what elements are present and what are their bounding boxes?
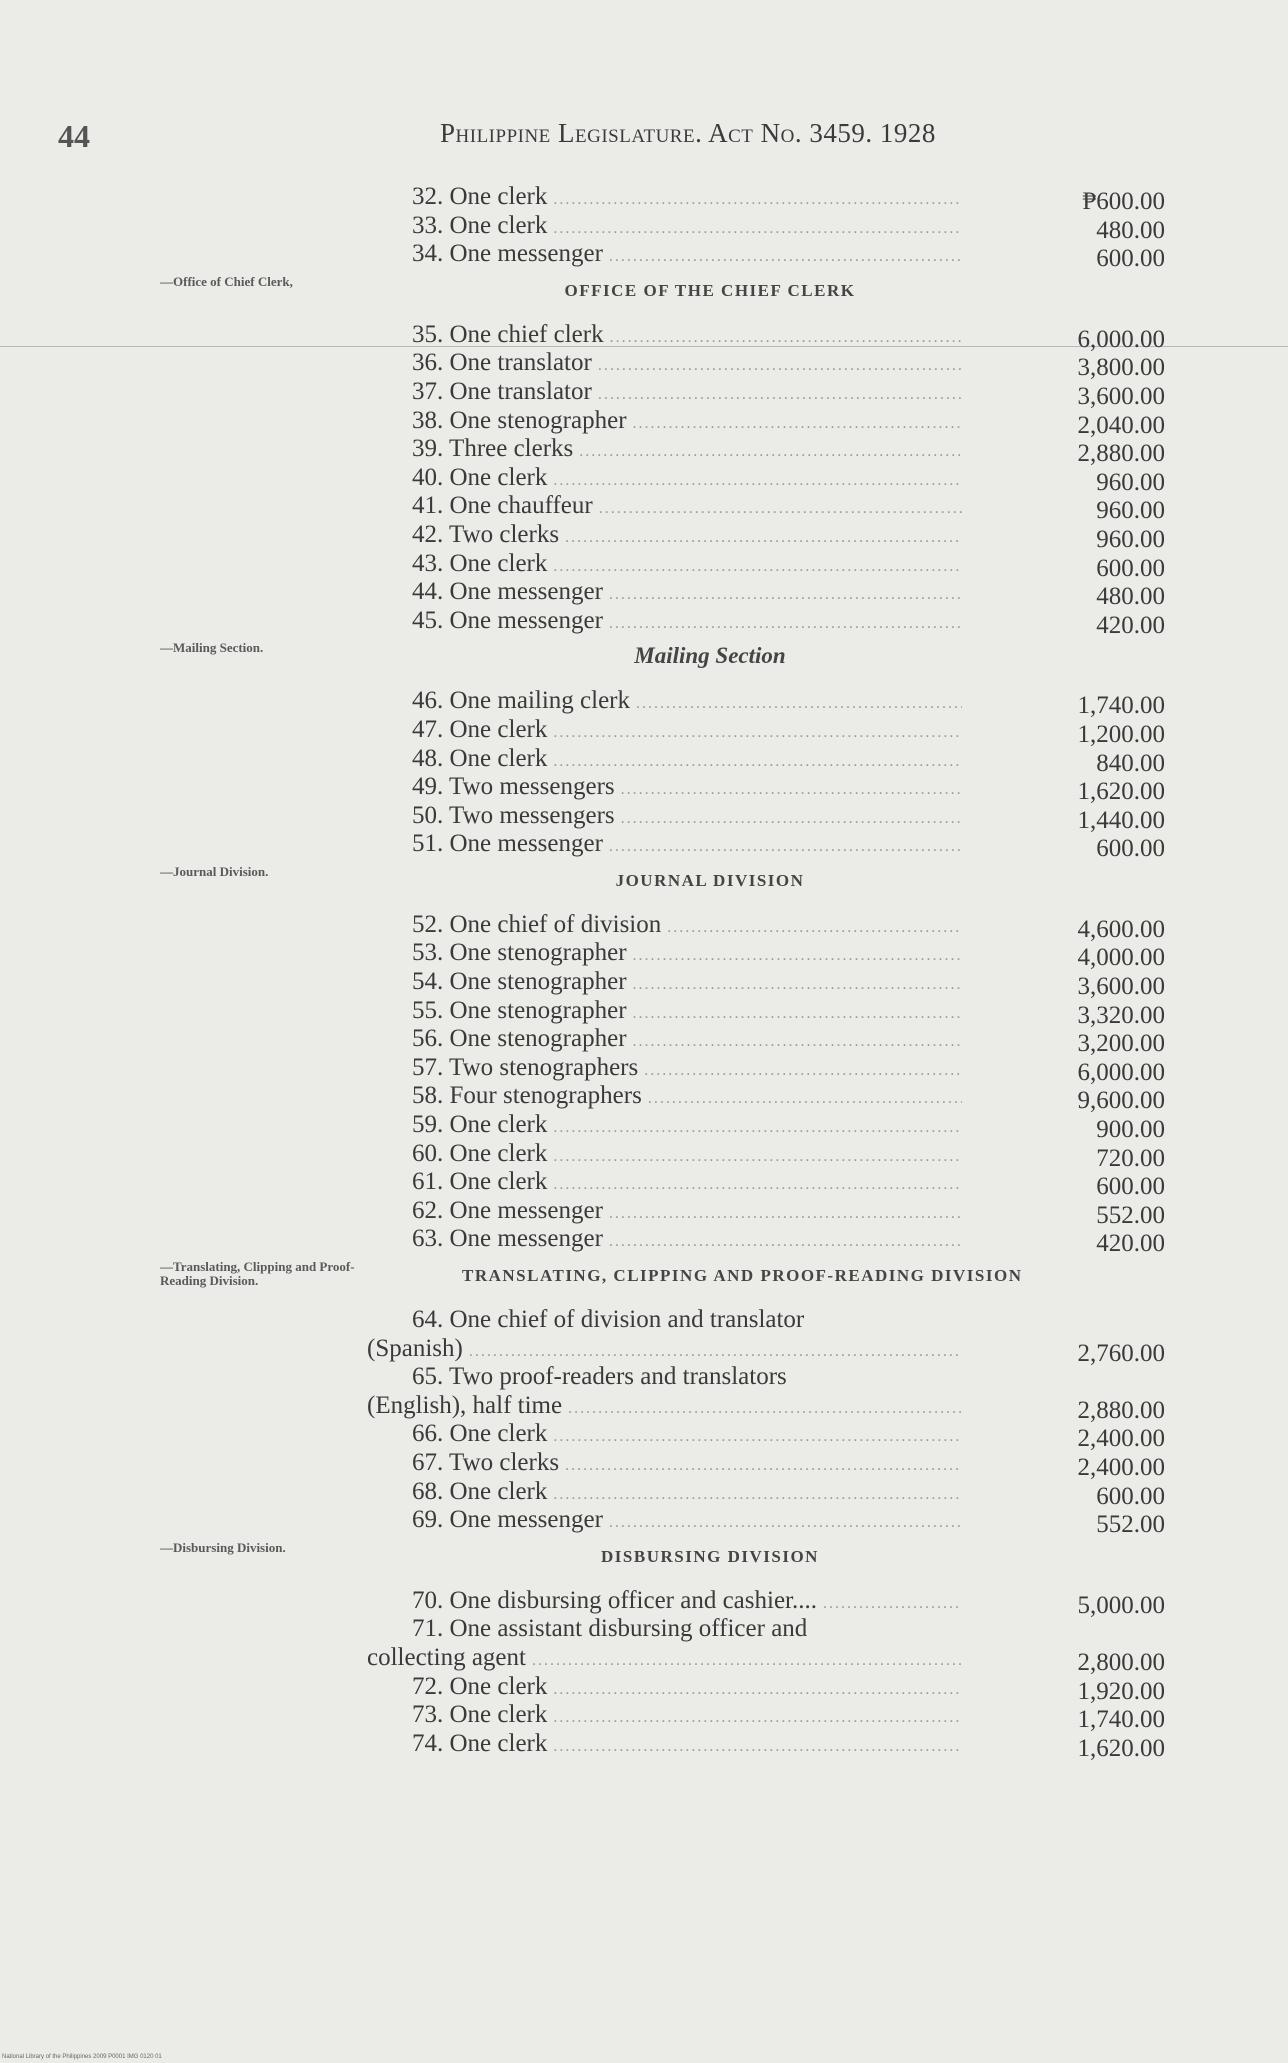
item-description: 69. One messenger: [412, 1506, 603, 1534]
item-description: 32. One clerk: [412, 183, 548, 210]
item-description: 52. One chief of division: [412, 910, 662, 938]
line-item: [0, 715, 1288, 748]
line-item-multiline: [0, 1306, 1288, 1367]
line-item-multiline: [0, 1615, 1288, 1677]
item-amount: 4,600.00: [1077, 915, 1165, 943]
item-description-line1: 64. One chief of division and translator: [412, 1306, 805, 1333]
dot-leader: [553, 1738, 962, 1756]
dot-leader: [609, 1514, 962, 1532]
item-description: 54. One stenographer: [412, 968, 627, 996]
dot-leader: [609, 586, 962, 604]
line-item: [0, 578, 1288, 611]
item-description: 40. One clerk: [412, 463, 548, 491]
item-amount: 1,920.00: [1077, 1677, 1165, 1705]
item-amount: 3,200.00: [1077, 1030, 1165, 1058]
running-head: Philippine Legislature. Act No. 3459. 1928: [440, 118, 936, 148]
section-heading: [0, 1254, 1288, 1306]
item-description: 53. One stenographer: [412, 939, 627, 967]
item-description: 48. One clerk: [412, 744, 548, 772]
line-item: [0, 996, 1288, 1029]
item-amount: 1,740.00: [1077, 692, 1165, 720]
line-item: [0, 1196, 1288, 1229]
item-description: 45. One messenger: [412, 606, 603, 634]
dot-leader: [532, 1647, 962, 1676]
line-item: [0, 606, 1288, 639]
line-item: [0, 377, 1288, 410]
item-description: 59. One clerk: [412, 1111, 548, 1139]
dot-leader: [609, 615, 962, 633]
line-item: [0, 240, 1288, 273]
item-amount: 420.00: [1096, 611, 1165, 639]
line-item: [0, 549, 1288, 582]
line-item: [0, 1477, 1288, 1510]
item-amount: 840.00: [1096, 749, 1165, 777]
line-item: [0, 520, 1288, 553]
margin-note: —Translating, Clipping and Proof-Reading Division.: [160, 1259, 355, 1288]
line-item: [0, 320, 1288, 353]
item-amount: 9,600.00: [1077, 1087, 1165, 1115]
item-description: 41. One chauffeur: [412, 492, 593, 520]
dot-leader: [553, 191, 962, 209]
item-amount: 3,600.00: [1077, 973, 1165, 1001]
item-description: 60. One clerk: [412, 1139, 548, 1167]
item-description: 61. One clerk: [412, 1168, 548, 1196]
dot-leader: [553, 724, 962, 742]
item-description-line2: collecting agent: [367, 1643, 526, 1671]
line-item: [0, 939, 1288, 972]
scan-footer: National Library of the Philippines 2009 P0001 IMG 0120 01: [2, 2054, 162, 2060]
item-amount: 6,000.00: [1077, 1058, 1165, 1086]
page-number: 44: [58, 118, 90, 154]
section-heading: [0, 859, 1288, 911]
item-amount: 5,000.00: [1077, 1591, 1165, 1619]
item-description: 58. Four stenographers: [412, 1082, 642, 1110]
item-description: 49. Two messengers: [412, 773, 615, 801]
margin-note: —Mailing Section.: [160, 640, 264, 656]
line-item: [0, 1225, 1288, 1258]
dot-leader: [648, 1090, 962, 1108]
item-amount: 480.00: [1096, 216, 1165, 244]
line-item: [0, 1053, 1288, 1086]
item-amount: 600.00: [1096, 554, 1165, 582]
item-amount: 2,800.00: [1077, 1649, 1165, 1677]
line-item: [0, 1025, 1288, 1058]
item-amount: 4,000.00: [1077, 944, 1165, 972]
item-description: 33. One clerk: [412, 211, 548, 239]
item-description: 68. One clerk: [412, 1477, 548, 1505]
dot-leader: [599, 500, 962, 518]
dot-leader: [609, 1233, 962, 1251]
dot-leader: [553, 1486, 962, 1504]
item-description: 57. Two stenographers: [412, 1053, 639, 1081]
dot-leader: [553, 1148, 962, 1166]
item-description-line1: 65. Two proof-readers and translators: [412, 1363, 787, 1391]
line-item: [0, 463, 1288, 496]
line-item: [0, 406, 1288, 439]
item-description: 67. Two clerks: [412, 1448, 560, 1476]
dot-leader: [553, 558, 962, 576]
item-amount: 1,200.00: [1077, 720, 1165, 748]
item-description: 36. One translator: [412, 349, 592, 377]
item-description-line2: (Spanish): [367, 1334, 463, 1362]
dot-leader: [633, 947, 962, 965]
dot-leader: [621, 781, 962, 799]
item-amount: 960.00: [1096, 525, 1165, 553]
item-description: 47. One clerk: [412, 715, 548, 743]
line-item: [0, 1168, 1288, 1201]
line-item: [0, 1729, 1288, 1762]
item-description: 56. One stenographer: [412, 1025, 627, 1053]
item-amount: 480.00: [1096, 583, 1165, 611]
line-item: [0, 1139, 1288, 1172]
item-amount: 3,800.00: [1077, 354, 1165, 382]
item-description: 35. One chief clerk: [412, 320, 604, 348]
line-item: [0, 492, 1288, 525]
dot-leader: [598, 386, 962, 404]
dot-leader: [609, 838, 962, 856]
item-description: 50. Two messengers: [412, 801, 615, 829]
line-item: [0, 687, 1288, 720]
dot-leader: [633, 976, 962, 994]
line-item: [0, 830, 1288, 863]
item-amount: 3,320.00: [1077, 1001, 1165, 1029]
item-description: 39. Three clerks: [412, 435, 574, 463]
item-amount: 552.00: [1096, 1511, 1165, 1539]
line-item: [0, 1448, 1288, 1481]
section-heading: [0, 269, 1288, 321]
dot-leader: [469, 1338, 962, 1367]
dot-leader: [553, 472, 962, 490]
line-item: [0, 183, 1288, 215]
item-amount: 420.00: [1096, 1230, 1165, 1258]
dot-leader: [621, 810, 962, 828]
item-description: 74. One clerk: [412, 1729, 548, 1757]
item-amount: 600.00: [1096, 1173, 1165, 1201]
margin-note: —Journal Division.: [160, 863, 269, 879]
item-description: 72. One clerk: [412, 1672, 548, 1700]
item-amount: 1,620.00: [1077, 778, 1165, 806]
dot-leader: [667, 919, 962, 937]
line-item: [0, 211, 1288, 244]
dot-leader: [610, 329, 962, 347]
dot-leader: [633, 1005, 962, 1023]
dot-leader: [553, 1176, 962, 1194]
line-item: [0, 1506, 1288, 1539]
dot-leader: [579, 443, 962, 461]
item-description: 70. One disbursing officer and cashier....: [412, 1586, 817, 1614]
dot-leader: [553, 1709, 962, 1727]
item-description: 62. One messenger: [412, 1196, 603, 1224]
item-description: 42. Two clerks: [412, 520, 560, 548]
line-item: [0, 910, 1288, 943]
dot-leader: [553, 1681, 962, 1699]
dot-leader: [565, 529, 962, 547]
line-item: [0, 801, 1288, 834]
item-amount: 2,760.00: [1077, 1340, 1165, 1367]
item-amount: 600.00: [1096, 835, 1165, 863]
margin-note: —Disbursing Division.: [160, 1539, 286, 1555]
section-title: DISBURSING DIVISION: [601, 1546, 819, 1566]
item-amount: 2,400.00: [1077, 1453, 1165, 1481]
section-title: OFFICE OF THE CHIEF CLERK: [564, 280, 856, 300]
line-item: [0, 773, 1288, 806]
dot-leader: [644, 1062, 962, 1080]
item-amount: 2,880.00: [1077, 440, 1165, 468]
item-description-line2: (English), half time: [367, 1391, 563, 1419]
line-item: [0, 968, 1288, 1001]
dot-leader: [568, 1395, 962, 1424]
section-heading: [0, 635, 1288, 687]
item-amount: 600.00: [1096, 1482, 1165, 1510]
item-description-line1: 71. One assistant disbursing officer and: [412, 1615, 808, 1643]
item-amount: 6,000.00: [1077, 325, 1165, 353]
item-description: 43. One clerk: [412, 549, 548, 577]
line-item: [0, 1701, 1288, 1734]
dot-leader: [636, 695, 962, 713]
dot-leader: [609, 248, 962, 266]
section-title: JOURNAL DIVISION: [615, 870, 805, 890]
item-description: 73. One clerk: [412, 1701, 548, 1729]
page-body: [0, 183, 1288, 1762]
dot-leader: [609, 1205, 962, 1223]
dot-leader: [553, 753, 962, 771]
line-item-multiline: [0, 1363, 1288, 1425]
item-amount: 960.00: [1096, 497, 1165, 525]
dot-leader: [565, 1457, 962, 1475]
item-amount: 1,440.00: [1077, 806, 1165, 834]
dot-leader: [553, 1119, 962, 1137]
item-description: 51. One messenger: [412, 830, 603, 858]
line-item: [0, 435, 1288, 468]
section-heading: [0, 1535, 1288, 1587]
dot-leader: [633, 1033, 962, 1051]
line-item: [0, 1586, 1288, 1619]
item-amount: 3,600.00: [1077, 382, 1165, 410]
margin-note: —Office of Chief Clerk,: [160, 273, 293, 289]
item-amount: 1,620.00: [1077, 1734, 1165, 1762]
item-amount: 552.00: [1096, 1201, 1165, 1229]
line-item: [0, 1111, 1288, 1144]
item-description: 66. One clerk: [412, 1420, 548, 1448]
item-amount: ₱600.00: [1082, 188, 1165, 215]
dot-leader: [823, 1595, 962, 1613]
section-title: Mailing Section: [634, 643, 786, 669]
item-amount: 2,040.00: [1077, 411, 1165, 439]
item-amount: 2,400.00: [1077, 1425, 1165, 1453]
item-description: 46. One mailing clerk: [412, 687, 630, 715]
item-amount: 900.00: [1096, 1116, 1165, 1144]
item-amount: 720.00: [1096, 1144, 1165, 1172]
dot-leader: [553, 1428, 962, 1446]
line-item: [0, 1672, 1288, 1705]
dot-leader: [598, 357, 962, 375]
item-amount: 960.00: [1096, 468, 1165, 496]
line-item: [0, 744, 1288, 777]
item-amount: 2,880.00: [1077, 1397, 1165, 1425]
item-description: 63. One messenger: [412, 1225, 603, 1253]
section-title: TRANSLATING, CLIPPING AND PROOF-READING DIVISION: [462, 1266, 1023, 1285]
item-description: 34. One messenger: [412, 240, 603, 268]
dot-leader: [633, 415, 962, 433]
line-item: [0, 1420, 1288, 1453]
line-item: [0, 349, 1288, 382]
item-description: 38. One stenographer: [412, 406, 627, 434]
item-description: 44. One messenger: [412, 578, 603, 606]
dot-leader: [553, 220, 962, 238]
item-amount: 600.00: [1096, 245, 1165, 273]
item-description: 37. One translator: [412, 377, 592, 405]
line-item: [0, 1082, 1288, 1115]
item-amount: 1,740.00: [1077, 1706, 1165, 1734]
item-description: 55. One stenographer: [412, 996, 627, 1024]
